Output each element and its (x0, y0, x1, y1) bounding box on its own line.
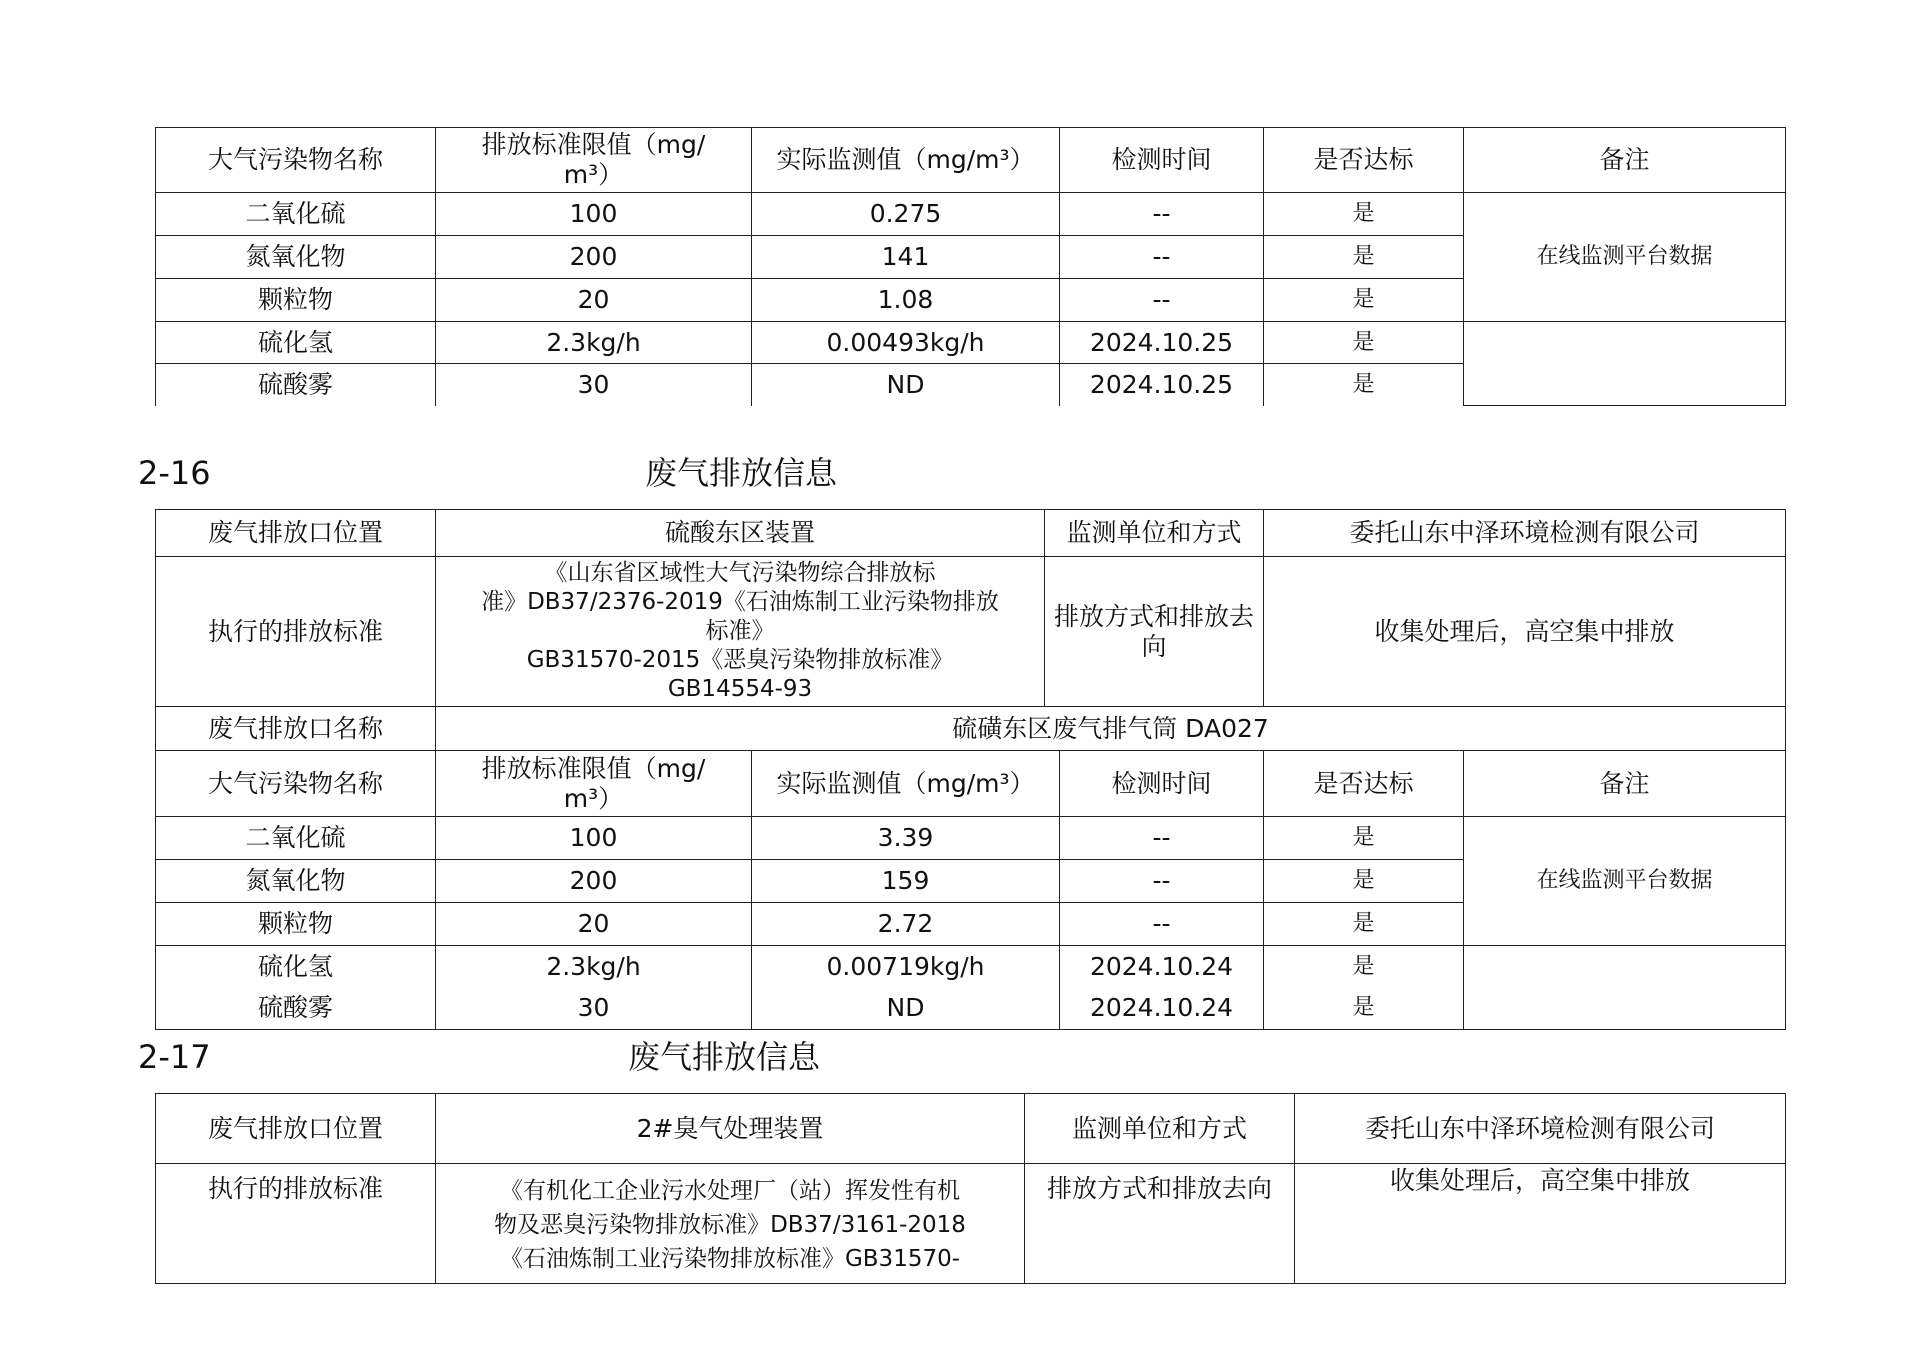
pollutant-name: 硫酸雾 (156, 988, 436, 1030)
header-limit-line1: 排放标准限值（mg/ (481, 753, 706, 783)
discharge-method-value: 收集处理后，高空集中排放 (1264, 557, 1786, 707)
label-monitor-unit: 监测单位和方式 (1025, 1094, 1295, 1164)
label-monitor-unit: 监测单位和方式 (1045, 510, 1264, 557)
test-time: -- (1060, 279, 1264, 322)
executed-standard-value (436, 1164, 1025, 1284)
label-outlet-name: 废气排放口名称 (156, 707, 436, 751)
standard-line: 准》DB37/2376-2019《石油炼制工业污染物排放 (481, 589, 999, 615)
compliance: 是 (1264, 946, 1464, 988)
compliance: 是 (1264, 988, 1464, 1030)
limit-value: 30 (436, 364, 752, 406)
limit-value: 100 (436, 817, 752, 860)
label-executed-standard: 执行的排放标准 (156, 557, 436, 707)
label-discharge-method: 排放方式和排放去向 (1025, 1164, 1295, 1284)
measured-value: 3.39 (752, 817, 1060, 860)
limit-value: 200 (436, 236, 752, 279)
limit-value: 100 (436, 193, 752, 236)
header-limit (436, 128, 752, 193)
test-time: 2024.10.24 (1060, 988, 1264, 1030)
header-limit (436, 751, 752, 817)
label-outlet-location: 废气排放口位置 (156, 1094, 436, 1164)
header-remark: 备注 (1464, 128, 1786, 193)
emission-table-2-17 (155, 1093, 1786, 1284)
test-time: 2024.10.24 (1060, 946, 1264, 988)
monitor-unit-value: 委托山东中泽环境检测有限公司 (1295, 1094, 1786, 1164)
section-number-2-16: 2-16 (138, 454, 211, 492)
remark-empty (1464, 946, 1786, 1030)
pollutant-name: 氮氧化物 (156, 236, 436, 279)
remark-online: 在线监测平台数据 (1464, 193, 1786, 322)
compliance: 是 (1264, 193, 1464, 236)
pollutant-name: 氮氧化物 (156, 860, 436, 903)
measured-value: 159 (752, 860, 1060, 903)
standard-line: 物及恶臭污染物排放标准》DB37/3161-2018 (494, 1212, 966, 1238)
header-compliant: 是否达标 (1264, 751, 1464, 817)
standard-line: 《石油炼制工业污染物排放标准》GB31570- (499, 1246, 961, 1272)
standard-line: GB14554-93 (667, 676, 813, 702)
test-time: -- (1060, 236, 1264, 279)
table-row (156, 946, 1786, 988)
outlet-name-value: 硫磺东区废气排气筒 DA027 (436, 707, 1786, 751)
section-number-2-17: 2-17 (138, 1038, 211, 1076)
section-title-2-17: 废气排放信息 (628, 1038, 821, 1076)
label-discharge-method: 排放方式和排放去向 (1045, 557, 1264, 707)
test-time: 2024.10.25 (1060, 364, 1264, 406)
standard-line: GB31570-2015《恶臭污染物排放标准》 (526, 647, 954, 673)
header-limit-line1: 排放标准限值（mg/ (481, 130, 706, 159)
measured-value: 0.275 (752, 193, 1060, 236)
compliance: 是 (1264, 860, 1464, 903)
monitor-unit-value: 委托山东中泽环境检测有限公司 (1264, 510, 1786, 557)
outlet-location-value: 硫酸东区装置 (436, 510, 1045, 557)
pollutant-name: 二氧化硫 (156, 817, 436, 860)
measured-value: 0.00719kg/h (752, 946, 1060, 988)
test-time: -- (1060, 860, 1264, 903)
emission-table-2-16 (155, 509, 1786, 1030)
remark-empty (1464, 322, 1786, 406)
header-time: 检测时间 (1060, 128, 1264, 193)
label-outlet-location: 废气排放口位置 (156, 510, 436, 557)
measured-value: 0.00493kg/h (752, 322, 1060, 364)
header-remark: 备注 (1464, 751, 1786, 817)
header-measured: 实际监测值（mg/m³） (752, 128, 1060, 193)
measured-value: ND (752, 988, 1060, 1030)
pollutant-name: 颗粒物 (156, 903, 436, 946)
header-compliant: 是否达标 (1264, 128, 1464, 193)
measured-value: 2.72 (752, 903, 1060, 946)
measured-value: 141 (752, 236, 1060, 279)
test-time: 2024.10.25 (1060, 322, 1264, 364)
standard-line: 《有机化工企业污水处理厂（站）挥发性有机 (500, 1178, 960, 1204)
compliance: 是 (1264, 364, 1464, 406)
test-time: -- (1060, 817, 1264, 860)
remark-online: 在线监测平台数据 (1464, 817, 1786, 946)
test-time: -- (1060, 193, 1264, 236)
pollutant-name: 二氧化硫 (156, 193, 436, 236)
compliance: 是 (1264, 236, 1464, 279)
measured-value: 1.08 (752, 279, 1060, 322)
compliance: 是 (1264, 279, 1464, 322)
table-row (156, 193, 1786, 236)
header-pollutant: 大气污染物名称 (156, 128, 436, 193)
limit-value: 2.3kg/h (436, 946, 752, 988)
header-measured: 实际监测值（mg/m³） (752, 751, 1060, 817)
pollutant-name: 硫酸雾 (156, 364, 436, 406)
outlet-location-value: 2#臭气处理装置 (436, 1094, 1025, 1164)
limit-value: 200 (436, 860, 752, 903)
test-time: -- (1060, 903, 1264, 946)
header-time: 检测时间 (1060, 751, 1264, 817)
standard-line: 标准》 (705, 618, 775, 644)
pollutant-name: 硫化氢 (156, 946, 436, 988)
discharge-method-value: 收集处理后，高空集中排放 (1295, 1164, 1786, 1284)
header-pollutant: 大气污染物名称 (156, 751, 436, 817)
pollutant-name: 颗粒物 (156, 279, 436, 322)
table-row (156, 322, 1786, 364)
compliance: 是 (1264, 817, 1464, 860)
limit-value: 20 (436, 903, 752, 946)
header-limit-line2: m³） (563, 160, 624, 189)
label-executed-standard: 执行的排放标准 (156, 1164, 436, 1284)
compliance: 是 (1264, 322, 1464, 364)
compliance: 是 (1264, 903, 1464, 946)
header-limit-line2: m³） (563, 783, 624, 813)
limit-value: 2.3kg/h (436, 322, 752, 364)
table-row (156, 817, 1786, 860)
executed-standard-value (436, 557, 1045, 707)
measured-value: ND (752, 364, 1060, 406)
pollutant-name: 硫化氢 (156, 322, 436, 364)
standard-line: 《山东省区域性大气污染物综合排放标 (544, 560, 936, 586)
emission-table-prev (155, 127, 1786, 406)
limit-value: 20 (436, 279, 752, 322)
section-title-2-16: 废气排放信息 (645, 454, 838, 492)
limit-value: 30 (436, 988, 752, 1030)
